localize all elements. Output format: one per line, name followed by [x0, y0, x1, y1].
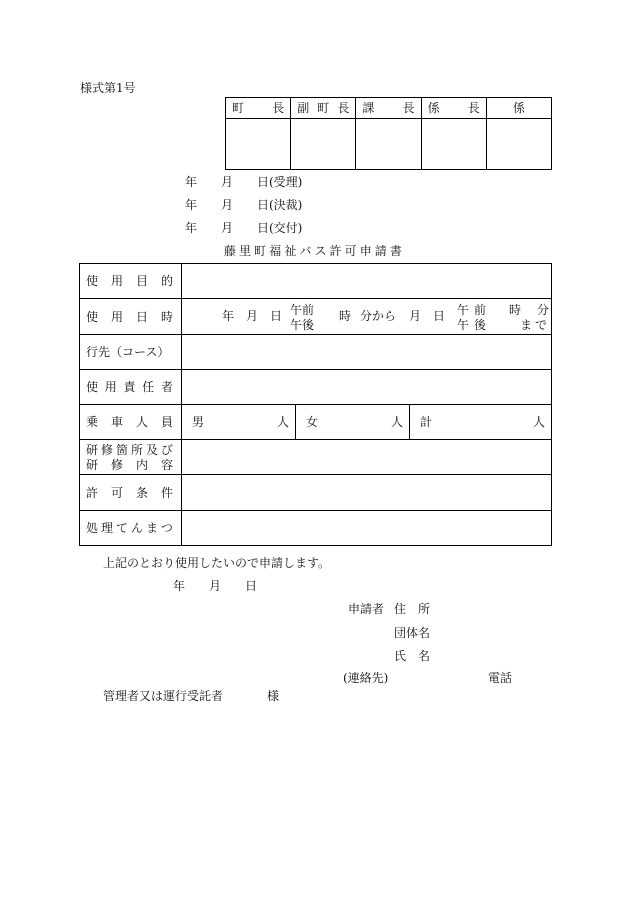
approval-header-section-chief [356, 98, 421, 119]
label-char: 許 [329, 244, 342, 258]
passengers-value [182, 405, 552, 440]
approval-header-deputy-mayor [291, 98, 356, 119]
stamp-box-mayor [226, 119, 291, 170]
label-char: ま [145, 521, 158, 535]
label-char: 箇 [115, 442, 128, 457]
disposition-value [182, 511, 552, 546]
row-destination [80, 335, 552, 370]
application-table [79, 263, 552, 546]
to-pm-label: 午後 [457, 318, 492, 332]
female-label: 女 [306, 415, 319, 429]
approval-stamp-table [225, 97, 552, 170]
label-char: 副 [297, 101, 310, 115]
label-char: 任 [142, 380, 155, 394]
declaration-text: 上記のとおり使用したいので申請します。 [103, 556, 331, 570]
row-disposition [80, 511, 552, 546]
label-char: 書 [389, 244, 402, 258]
label-char: 里 [239, 244, 252, 258]
label-char: 係 [427, 101, 440, 115]
label-char: ん [130, 521, 143, 535]
to-day-label: 日 [433, 309, 446, 323]
destination-label-cell [80, 335, 182, 370]
label-char: 的 [160, 274, 173, 288]
responsible-label-cell [80, 370, 182, 405]
label-char: 理 [100, 521, 113, 535]
label-char: 内 [135, 457, 148, 472]
date-issued: 年 月 日(交付) [185, 221, 303, 235]
label-char: ス [314, 244, 327, 258]
label-char: 用 [104, 380, 117, 394]
label-char: 日 [135, 309, 148, 324]
label-char: 時 [160, 309, 173, 324]
label-char: 用 [110, 274, 123, 288]
label-char: 長 [467, 101, 480, 115]
label-char: び [160, 442, 173, 457]
approval-header-mayor [226, 98, 291, 119]
from-day-label: 日 [270, 309, 283, 323]
label-char: 所 [130, 442, 143, 457]
from-hour-label: 時 [339, 309, 352, 323]
male-label: 男 [192, 415, 205, 429]
to-am-label: 午前 [457, 303, 492, 317]
label-char: 修 [100, 442, 113, 457]
training-value [182, 440, 552, 475]
label-char: 条 [135, 485, 148, 500]
row-purpose [80, 264, 552, 299]
to-minute-label: 分 [537, 303, 550, 317]
label-char: 使 [86, 380, 99, 394]
approval-header-unit-chief [421, 98, 486, 119]
from-month-label: 月 [246, 309, 259, 323]
application-date: 年 月 日 [173, 579, 258, 593]
responsible-value [182, 370, 552, 405]
purpose-value [182, 264, 552, 299]
purpose-label [86, 275, 173, 287]
label-char: 町 [254, 244, 267, 258]
label-char: 用 [110, 309, 123, 324]
label-char: 研 [86, 457, 99, 472]
passengers-label [86, 416, 173, 428]
conditions-label [86, 487, 173, 499]
phone-label: 電話 [488, 671, 513, 685]
stamp-box-unit-chief [421, 119, 486, 170]
to-until-label: まで [520, 318, 551, 332]
label-char: 目 [135, 274, 148, 288]
from-year-label: 年 [222, 309, 235, 323]
disposition-label-cell [80, 511, 182, 546]
training-label-line1 [86, 444, 173, 456]
purpose-label-cell [80, 264, 182, 299]
row-passengers [80, 405, 552, 440]
from-pm-label: 午後 [290, 318, 315, 332]
from-am-label: 午前 [290, 303, 315, 317]
passengers-label-cell [80, 405, 182, 440]
training-label-cell [80, 440, 182, 475]
label-char: 可 [110, 485, 123, 500]
male-unit: 人 [276, 415, 289, 429]
total-label: 計 [420, 415, 433, 429]
label-char: 乗 [86, 415, 99, 429]
label-char: つ [160, 521, 173, 535]
training-label [86, 444, 173, 471]
label-char: 処 [86, 521, 99, 535]
total-unit: 人 [532, 415, 545, 429]
from-minute-label: 分から [360, 309, 397, 323]
approval-header-unit-chief-label [428, 102, 480, 114]
training-label-line2 [86, 459, 173, 471]
conditions-label-cell [80, 475, 182, 511]
female-count-cell [295, 405, 409, 439]
label-char: 人 [135, 415, 148, 429]
addressee-label: 管理者又は運行受託者 [103, 689, 224, 703]
label-char: 藤 [224, 244, 237, 258]
label-char: 容 [160, 457, 173, 472]
label-char: 可 [344, 244, 357, 258]
label-char: 車 [110, 415, 123, 429]
approval-header-deputy-mayor-label [297, 102, 349, 114]
destination-value [182, 335, 552, 370]
contact-label: (連絡先) [343, 671, 389, 685]
label-char: 町 [232, 101, 245, 115]
label-char: 件 [160, 485, 173, 500]
passenger-counts [182, 405, 551, 439]
label-char: 責 [123, 380, 136, 394]
to-hour-label: 時 [509, 303, 522, 317]
name-label: 氏 名 [394, 649, 431, 663]
applicant-label: 申請者 [348, 602, 385, 616]
form-number: 様式第1号 [80, 81, 136, 95]
datetime-label-cell [80, 299, 182, 335]
disposition-label [86, 522, 173, 534]
male-count-cell [182, 405, 295, 439]
total-count-cell [409, 405, 551, 439]
label-char: バ [299, 244, 312, 258]
date-received: 年 月 日(受理) [185, 175, 303, 189]
label-char: 申 [359, 244, 372, 258]
responsible-label [86, 381, 173, 393]
label-char: 員 [160, 415, 173, 429]
approval-header-section-chief-label [362, 102, 414, 114]
label-char: て [115, 521, 128, 535]
group-name-label: 団体名 [394, 626, 431, 640]
approval-header-staff: 係 [486, 98, 551, 119]
row-responsible [80, 370, 552, 405]
conditions-value [182, 475, 552, 511]
label-char: 長 [337, 101, 350, 115]
label-char: 長 [272, 101, 285, 115]
label-char: 修 [110, 457, 123, 472]
label-char: 祉 [284, 244, 297, 258]
label-char: 研 [86, 442, 99, 457]
label-char: 課 [362, 101, 375, 115]
honorific-label: 様 [267, 689, 280, 703]
to-month-label: 月 [409, 309, 422, 323]
datetime-label [86, 311, 173, 323]
label-char: 町 [317, 101, 330, 115]
label-char: 使 [86, 274, 99, 288]
row-datetime [80, 299, 552, 335]
label-char: 使 [86, 309, 99, 324]
label-char: 許 [86, 485, 99, 500]
female-unit: 人 [390, 415, 403, 429]
label-char: 及 [145, 442, 158, 457]
label-char: 福 [269, 244, 282, 258]
label-char: 者 [160, 380, 173, 394]
datetime-value [182, 299, 552, 335]
date-approved: 年 月 日(決裁) [185, 198, 303, 212]
address-label: 住 所 [394, 602, 431, 616]
form-title [224, 245, 402, 257]
label-char: 長 [402, 101, 415, 115]
stamp-box-section-chief [356, 119, 421, 170]
approval-header-mayor-label [232, 102, 284, 114]
stamp-box-deputy-mayor [291, 119, 356, 170]
destination-label: 行先（コース） [86, 345, 170, 359]
stamp-box-staff [486, 119, 551, 170]
row-training [80, 440, 552, 475]
label-char: 請 [374, 244, 387, 258]
row-conditions [80, 475, 552, 511]
